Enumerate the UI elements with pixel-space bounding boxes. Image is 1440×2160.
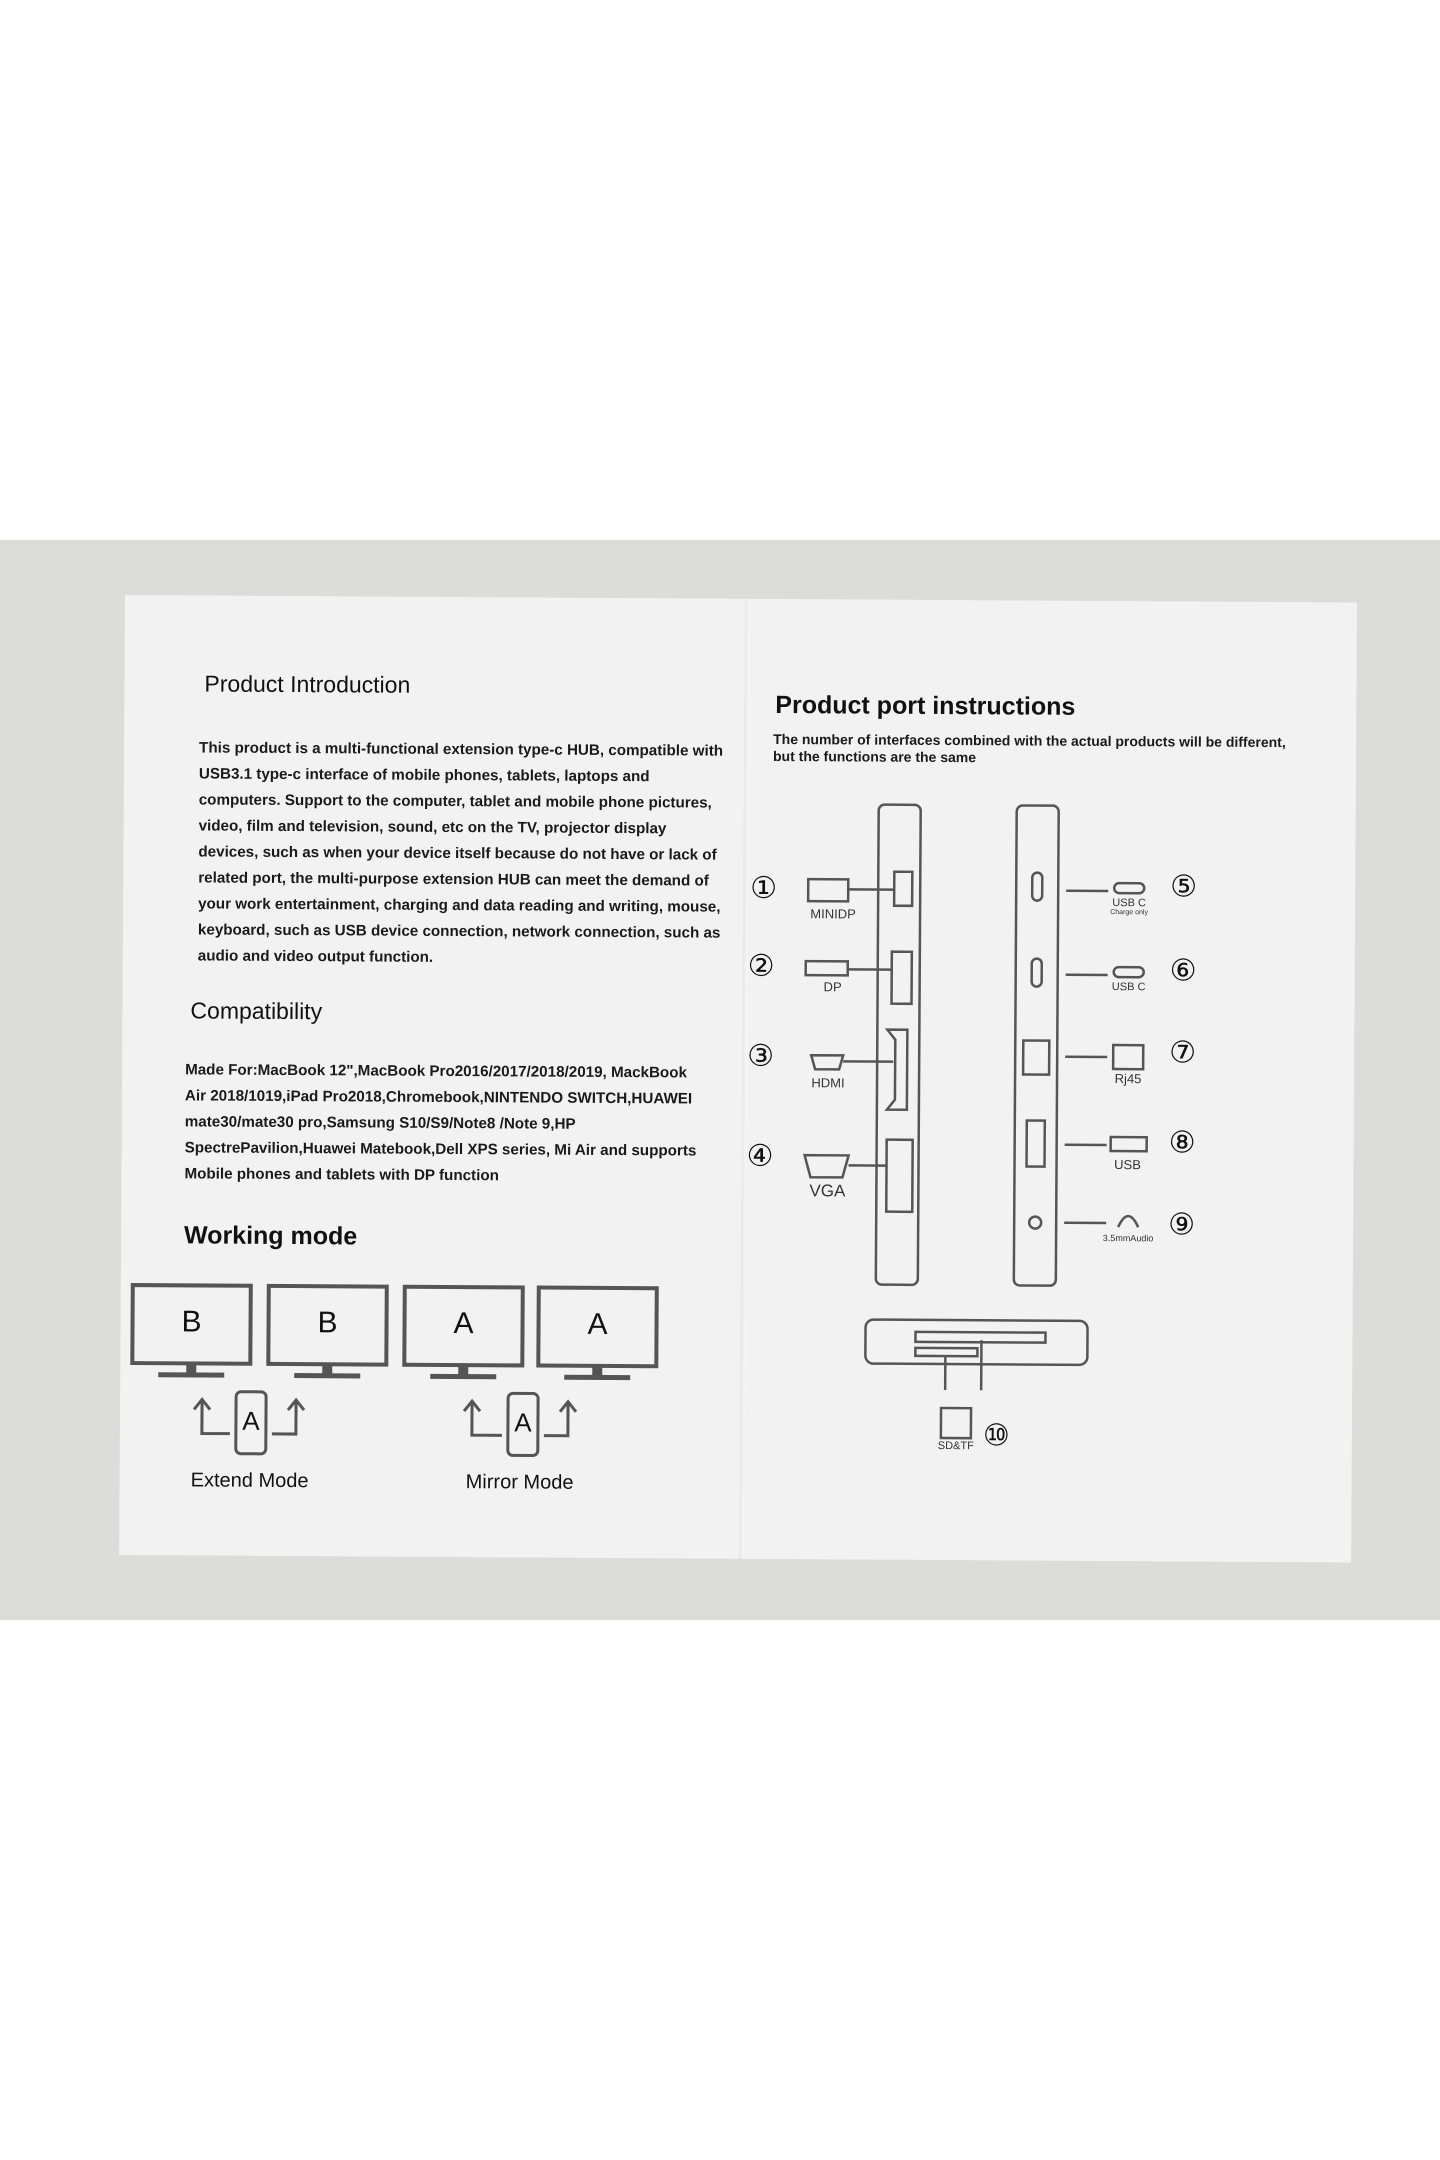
port-num-3: ③	[747, 1039, 775, 1073]
port-num-1: ①	[750, 871, 778, 905]
hdmi-icon	[811, 1055, 843, 1069]
usbc-icon-2	[1114, 967, 1144, 977]
port-label-audio: 3.5mmAudio	[1102, 1232, 1154, 1244]
port-num-8: ⑧	[1168, 1126, 1196, 1160]
port-num-10: ⑩	[982, 1419, 1010, 1453]
minidp-port	[894, 872, 912, 906]
compat-title: Compatibility	[190, 997, 323, 1025]
minidp-icon	[808, 879, 848, 901]
port-num-5: ⑤	[1170, 870, 1198, 904]
port-label-rj45: Rj45	[1114, 1071, 1142, 1087]
mirror-mode-label: Mirror Mode	[465, 1471, 574, 1494]
right-page	[744, 599, 1357, 1563]
port-label-hdmi: HDMI	[811, 1075, 845, 1091]
port-label-usbc-2: USB C	[1111, 981, 1146, 994]
port-label-sdtf: SD&TF	[937, 1439, 974, 1453]
port-sub-usbc-1: Charge only	[1110, 909, 1148, 917]
rj45-icon	[1113, 1045, 1143, 1069]
port-title: Product port instructions	[775, 690, 1076, 721]
port-num-2: ②	[747, 949, 775, 983]
audio-port	[1029, 1217, 1041, 1229]
port-label-minidp: MINIDP	[810, 906, 856, 922]
usbc-port-1	[1032, 873, 1042, 901]
usb-port	[1027, 1121, 1045, 1167]
usbc-port-2	[1032, 959, 1042, 987]
vga-port	[886, 1140, 912, 1212]
tf-slot	[915, 1348, 977, 1356]
vga-icon	[804, 1155, 848, 1177]
working-mode-diagram	[119, 595, 745, 1559]
port-num-6: ⑥	[1169, 954, 1197, 988]
monitor-2-label: B	[317, 1306, 338, 1340]
hdmi-port	[887, 1030, 907, 1110]
monitor-3-label: A	[453, 1307, 474, 1341]
dp-icon	[806, 961, 848, 975]
monitor-4-label: A	[587, 1307, 608, 1341]
port-label-vga: VGA	[809, 1181, 846, 1201]
hub-right-side	[1014, 805, 1059, 1285]
intro-title: Product Introduction	[204, 670, 411, 698]
headphone-icon	[1118, 1216, 1138, 1227]
intro-text: This product is a multi-functional extension type-c HUB, compatible with USB3.1 type-c interface of mobile phones, tablets, laptops and computers. Support to the computer, tablet and mobile phone pictures, video, film and television, sound, etc on the TV, projector display devices, such as when your device itself because do not have or lack of related port, the multi-purpose extension HUB can meet the demand of your work entertainment, charging and data reading and writing, mouse, keyboard, such as USB device connection, network connection, such as audio and video output function.	[197, 739, 724, 966]
phone-2-label: A	[514, 1407, 532, 1438]
sd-card-icon	[941, 1408, 971, 1438]
port-num-4: ④	[746, 1139, 774, 1173]
phone-1-label: A	[242, 1405, 260, 1436]
dp-port	[892, 952, 912, 1004]
extend-mode-label: Extend Mode	[190, 1469, 309, 1493]
monitor-1-label: B	[181, 1305, 202, 1339]
port-num-9: ⑨	[1168, 1208, 1196, 1242]
left-page	[119, 595, 745, 1559]
compat-text: Made For:MacBook 12",MacBook Pro2016/2017/2018/2019, MackBook Air 2018/1019,iPad Pro2018,Chromebook,NINTENDO SWITCH,HUAWEI mate30/mate30 pro,Samsung S10/S9/Note8 /Note 9,HP SpectrePavilion,Huawei Matebook,Dell XPS series, Mi Air and supports Mobile phones and tablets with DP function	[184, 1061, 697, 1185]
usbc-icon-1	[1114, 883, 1144, 893]
working-title: Working mode	[184, 1221, 358, 1251]
port-label-dp: DP	[823, 979, 842, 995]
port-note: The number of interfaces combined with the actual products will be different, but the functions are the same	[772, 730, 1286, 766]
rj45-port	[1023, 1040, 1049, 1074]
port-num-7: ⑦	[1169, 1036, 1197, 1070]
port-label-usbc-1: USB C	[1112, 897, 1146, 910]
port-label-usb: USB	[1114, 1157, 1141, 1173]
usb-icon	[1111, 1137, 1147, 1151]
leaflet	[119, 595, 1357, 1563]
